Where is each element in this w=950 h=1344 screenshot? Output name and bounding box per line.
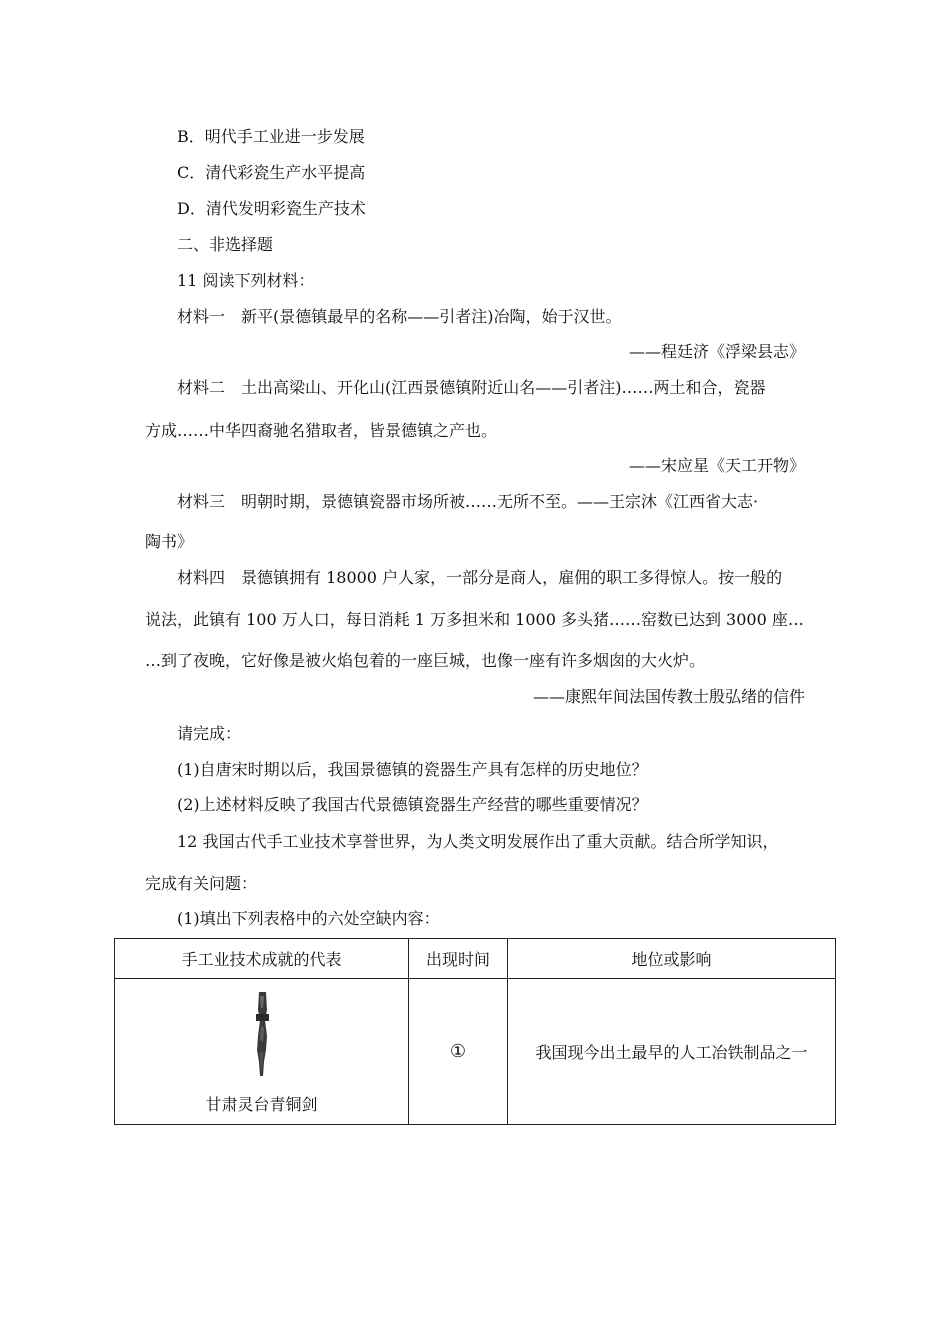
material-4-source: ——康熙年间法国传教士殷弘绪的信件	[532, 687, 805, 706]
material-3-line2: 陶书》	[145, 532, 194, 551]
time-cell: ①	[409, 979, 508, 1125]
material-4-line3: …到了夜晚，它好像是被火焰包着的一座巨城，也像一座有许多烟囱的大火炉。	[145, 651, 706, 670]
table-header-row	[115, 939, 836, 979]
header-achievement: 手工业技术成就的代表	[115, 939, 409, 979]
material-1-source: ——程廷济《浮梁县志》	[628, 342, 805, 361]
material-2-line1: 材料二 土出高梁山、开化山(江西景德镇附近山名——引者注)……两土和合，瓷器	[177, 378, 766, 397]
achievement-cell	[115, 979, 409, 1125]
impact-cell: 我国现今出土最早的人工冶铁制品之一	[508, 979, 836, 1125]
material-2-source: ——宋应星《天工开物》	[628, 456, 805, 475]
header-impact: 地位或影响	[508, 939, 836, 979]
q12-sub1: (1)填出下列表格中的六处空缺内容：	[177, 909, 440, 928]
q12-intro-line2: 完成有关问题：	[145, 874, 258, 893]
material-4-line2: 说法，此镇有 100 万人口，每日消耗 1 万多担米和 1000 多头猪……窑数已达到 3000 座…	[145, 610, 804, 629]
material-1: 材料一 新平(景德镇最早的名称——引者注)冶陶，始于汉世。	[177, 307, 622, 326]
material-4-line1: 材料四 景德镇拥有 18000 户人家，一部分是商人，雇佣的职工多得惊人。按一般的	[177, 568, 783, 587]
q11-sub1: (1)自唐宋时期以后，我国景德镇的瓷器生产具有怎样的历史地位？	[177, 760, 648, 779]
material-2-line2: 方成……中华四裔驰名猎取者，皆景德镇之产也。	[145, 421, 498, 440]
section-title: 二、非选择题	[177, 235, 274, 254]
material-3-line1: 材料三 明朝时期，景德镇瓷器市场所被……无所不至。——王宗沐《江西省大志·	[177, 492, 759, 511]
bronze-sword-image	[247, 990, 277, 1078]
q11-sub2: (2)上述材料反映了我国古代景德镇瓷器生产经营的哪些重要情况？	[177, 795, 648, 814]
achievement-table	[114, 938, 836, 1125]
q12-intro-line1: 12 我国古代手工业技术享誉世界，为人类文明发展作出了重大贡献。结合所学知识，	[177, 832, 779, 851]
table-row	[115, 979, 836, 1125]
q11-intro: 11 阅读下列材料：	[177, 271, 315, 290]
option-d: D．清代发明彩瓷生产技术	[177, 199, 366, 218]
q11-ask: 请完成：	[177, 724, 242, 743]
option-b: B．明代手工业进一步发展	[177, 127, 365, 146]
header-time: 出现时间	[409, 939, 508, 979]
option-c: C．清代彩瓷生产水平提高	[177, 163, 366, 182]
artifact-caption: 甘肃灵台青铜剑	[205, 1095, 318, 1114]
